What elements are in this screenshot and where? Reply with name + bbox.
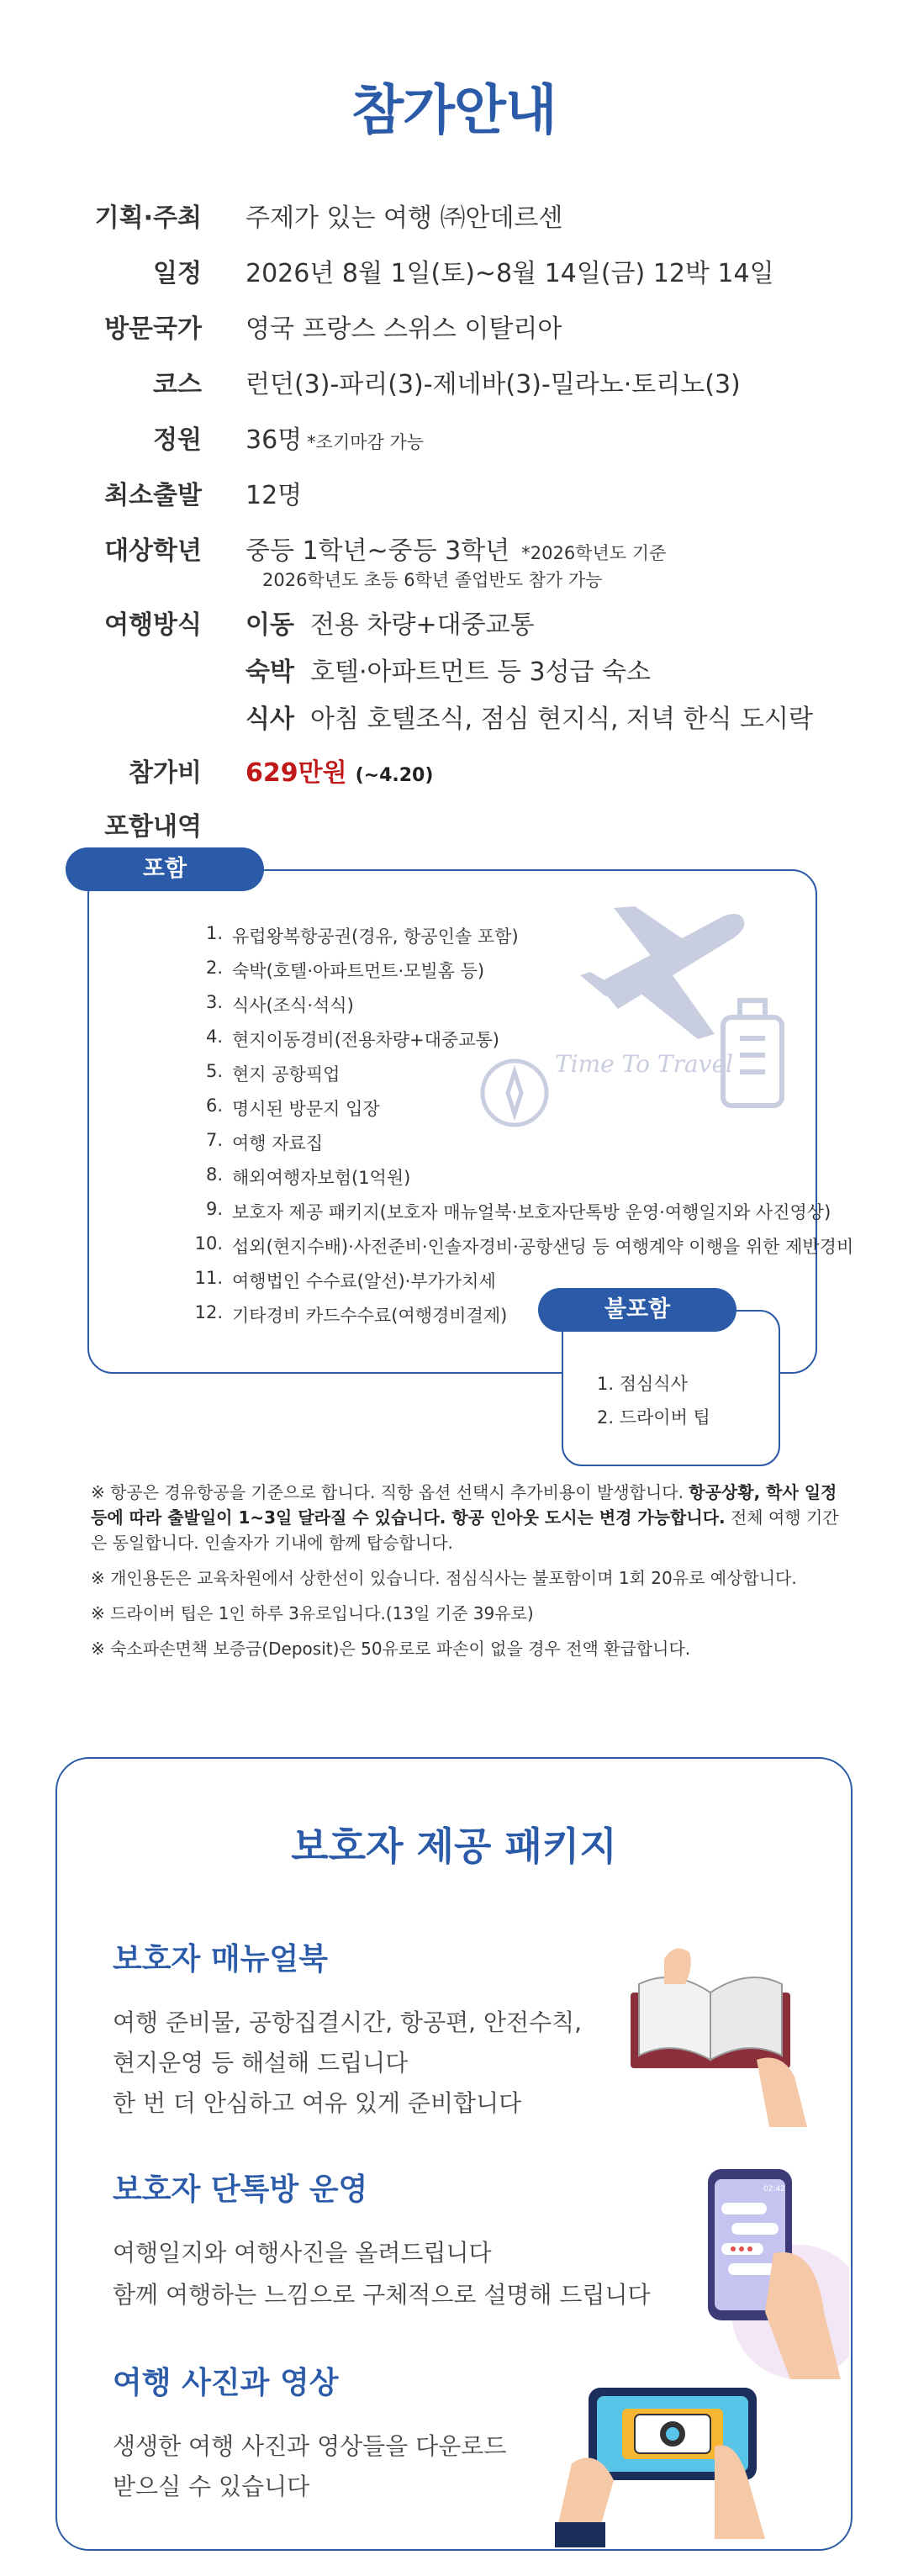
schedule-label: 일정 — [153, 259, 202, 288]
package-title: 보호자 제공 패키지 — [291, 1824, 617, 1869]
fee-note: (~4.20) — [355, 765, 434, 786]
list-item: 2. 드라이버 팁 — [597, 1407, 710, 1428]
group-chat-line: 여행일지와 여행사진을 올려드립니다 — [113, 2239, 492, 2267]
list-item: 1. 유럽왕복항공권(경유, 항공인솔 포함) — [205, 923, 519, 947]
note-allowance: ※ 개인용돈은 교육차원에서 상한선이 있습니다. 점심식사는 불포함이며 1회 20유로 예상합니다. — [91, 1568, 797, 1588]
included-pill: 포함 — [66, 847, 264, 891]
manual-book-heading: 보호자 매뉴얼북 — [113, 1942, 328, 1977]
method-meal-key: 식사 — [245, 705, 294, 734]
list-item: 9. 보호자 제공 패키지(보호자 매뉴얼북·보호자단톡방 운영·여행일지와 사진영상) — [205, 1199, 831, 1222]
manual-book-line: 한 번 더 안심하고 여유 있게 준비합니다 — [113, 2089, 522, 2117]
method-meal — [245, 698, 813, 735]
capacity-number: 36명 — [245, 425, 303, 455]
included-list — [109, 918, 854, 1332]
includes-label: 포함내역 — [104, 812, 202, 842]
group-chat-heading: 보호자 단톡방 운영 — [113, 2172, 368, 2207]
photo-video-heading: 여행 사진과 영상 — [113, 2366, 339, 2400]
notes-section — [91, 1480, 847, 1671]
method-label: 여행방식 — [104, 610, 202, 640]
list-item: 8. 해외여행자보험(1억원) — [205, 1164, 411, 1188]
list-item: 2. 숙박(호텔·아파트먼트·모빌홈 등) — [205, 958, 485, 981]
page-title: 참가안내 — [351, 80, 557, 142]
method-move — [245, 604, 535, 641]
fee-label: 참가비 — [129, 758, 202, 788]
capacity-note: *조기마감 가능 — [307, 432, 425, 452]
method-stay-value: 호텔·아파트먼트 등 3성급 숙소 — [310, 657, 652, 687]
list-item: 12. 기타경비 카드수수료(여행경비결제) — [194, 1302, 508, 1326]
host-label: 기획·주최 — [94, 203, 202, 233]
schedule-value: 2026년 8월 1일(토)~8월 14일(금) 12박 14일 — [245, 259, 774, 288]
method-move-key: 이동 — [245, 610, 294, 640]
info-row-countries — [0, 308, 908, 358]
info-row-host — [0, 197, 908, 247]
fee-price: 629만원 — [245, 758, 347, 788]
min-departure-value: 12명 — [245, 481, 303, 510]
manual-book-line: 현지운영 등 해설해 드립니다 — [113, 2049, 409, 2077]
note-deposit: ※ 숙소파손면책 보증금(Deposit)은 50유로로 파손이 없을 경우 전액 환급합니다. — [91, 1639, 691, 1659]
course-label: 코스 — [153, 370, 202, 399]
excluded-pill: 불포함 — [538, 1288, 736, 1332]
info-row-min-departure — [0, 474, 908, 525]
grade-note-2: 2026학년도 초등 6학년 졸업반도 참가 가능 — [262, 570, 603, 590]
list-item: 1. 점심식사 — [597, 1374, 688, 1394]
open-book-icon — [614, 1934, 824, 2135]
method-stay-key: 숙박 — [245, 657, 294, 687]
info-row-fee — [0, 752, 908, 802]
grade-note: *2026학년도 기준 — [521, 543, 667, 563]
info-row-method-stay — [0, 651, 908, 701]
info-row-capacity — [0, 419, 908, 469]
manual-book-line: 여행 준비물, 공항집결시간, 항공편, 안전수칙, — [113, 2009, 583, 2036]
group-chat-line: 함께 여행하는 느낌으로 구체적으로 설명해 드립니다 — [113, 2281, 651, 2309]
info-row-method-meal — [0, 698, 908, 748]
countries-label: 방문국가 — [104, 314, 202, 344]
method-move-value: 전용 차량+대중교통 — [310, 610, 535, 640]
smartphone-chat-icon — [673, 2152, 849, 2388]
capacity-label: 정원 — [153, 425, 202, 455]
method-stay — [245, 651, 651, 688]
info-row-schedule — [0, 252, 908, 303]
note-flight: ※ 항공은 경유항공을 기준으로 합니다. 직항 옵션 선택시 추가비용이 발생합니다. 항공상황, 학사 일정 등에 따라 출발일이 1~3일 달라질 수 있습니다. 항공 인아웃 도시는 변경 가능합니다. 전체 여행 기간은 동일합니다. 인솔자가 기내에 함께 탑승합니다. — [91, 1482, 839, 1553]
host-value: 주제가 있는 여행 ㈜안데르센 — [245, 203, 563, 233]
list-item: 5. 현지 공항픽업 — [205, 1061, 340, 1085]
grade-label: 대상학년 — [104, 536, 202, 566]
list-item: 3. 식사(조식·석식) — [205, 992, 354, 1016]
photo-video-line: 생생한 여행 사진과 영상들을 다운로드 — [113, 2432, 507, 2460]
note-driver-tip: ※ 드라이버 팁은 1인 하루 3유로입니다.(13일 기준 39유로) — [91, 1603, 534, 1623]
grade-range: 중등 1학년~중등 3학년 — [245, 536, 510, 566]
photo-video-line: 받으실 수 있습니다 — [113, 2473, 310, 2500]
list-item: 10. 섭외(현지수배)·사전준비·인솔자경비·공항샌딩 등 여행계약 이행을 위한 제반경비 — [194, 1233, 854, 1257]
info-row-course — [0, 363, 908, 414]
min-departure-label: 최소출발 — [104, 481, 202, 510]
phone-clock: 02:42 — [763, 2185, 785, 2193]
fee-value — [245, 752, 433, 789]
grade-value — [245, 530, 666, 567]
info-row-method — [0, 604, 908, 654]
countries-value: 영국 프랑스 스위스 이탈리아 — [245, 314, 562, 344]
method-meal-value: 아침 호텔조식, 점심 현지식, 저녁 한식 도시락 — [310, 705, 813, 734]
list-item: 11. 여행법인 수수료(알선)·부가가치세 — [194, 1268, 496, 1291]
capacity-value — [245, 419, 424, 456]
list-item: 7. 여행 자료집 — [205, 1130, 324, 1153]
course-value: 런던(3)-파리(3)-제네바(3)-밀라노·토리노(3) — [245, 370, 741, 399]
travel-script-text: Time To Travel — [555, 1050, 734, 1078]
list-item: 4. 현지이동경비(전용차량+대중교통) — [205, 1027, 499, 1050]
camera-phone-icon — [546, 2371, 799, 2547]
list-item: 6. 명시된 방문지 입장 — [205, 1095, 380, 1119]
